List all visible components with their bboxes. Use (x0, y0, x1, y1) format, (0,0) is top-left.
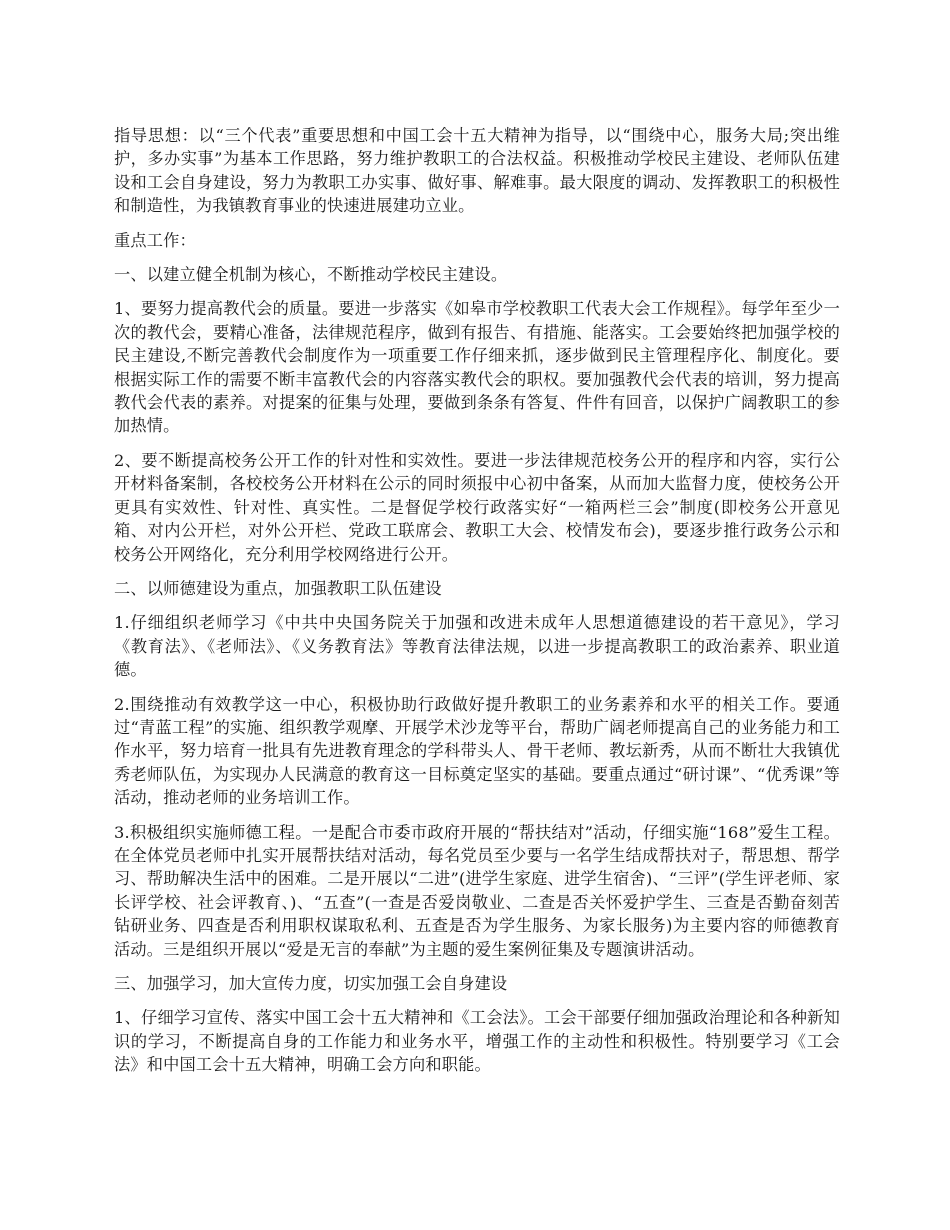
guiding-ideology-paragraph: 指导思想：以“三个代表”重要思想和中国工会十五大精神为指导，以“围绕中心，服务大局;突出维护，多办实事”为基本工作思路，努力维护教职工的合法权益。积极推动学校民主建设、老师队伍建设和工会自身建设，努力为教职工办实事、做好事、解难事。最大限度的调动、发挥教职工的积极性和制造性，为我镇教育事业的快速进展建功立业。 (114, 126, 840, 216)
section-two-item-2: 2.围绕推动有效教学这一中心，积极协助行政做好提升教职工的业务素养和水平的相关工作。要通过“青蓝工程”的实施、组织教学观摩、开展学术沙龙等平台，帮助广阔老师提高自己的业务能力和工作水平，努力培育一批具有先进教育理念的学科带头人、骨干老师、教坛新秀，从而不断壮大我镇优秀老师队伍，为实现办人民满意的教育这一目标奠定坚实的基础。要重点通过“研讨课”、“优秀课”等活动，推动老师的业务培训工作。 (114, 694, 840, 808)
section-one-item-1: 1、要努力提高教代会的质量。要进一步落实《如皋市学校教职工代表大会工作规程》。每学年至少一次的教代会，要精心准备，法律规范程序，做到有报告、有措施、能落实。工会要始终把加强学校的民主建设,不断完善教代会制度作为一项重要工作仔细来抓，逐步做到民主管理程序化、制度化。要根据实际工作的需要不断丰富教代会的内容落实教代会的职权。要加强教代会代表的培训，努力提高教代会代表的素养。对提案的征集与处理，要做到条条有答复、件件有回音，以保护广阔教职工的参加热情。 (114, 299, 840, 436)
section-two-item-3: 3.积极组织实施师德工程。一是配合市委市政府开展的“帮扶结对”活动，仔细实施“168”爱生工程。在全体党员老师中扎实开展帮扶结对活动，每名党员至少要与一名学生结成帮扶对子，帮思想、帮学习、帮助解决生活中的困难。二是开展以“二进”(进学生家庭、进学生宿舍)、“三评”(学生评老师、家长评学校、社会评教育、)、“五查”(一查是否爱岗敬业、二查是否关怀爱护学生、三查是否勤奋刻苦钻研业务、四查是否利用职权谋取私利、五查是否为学生服务、为家长服务)为主要内容的师德教育活动。三是组织开展以“爱是无言的奉献”为主题的爱生案例征集及专题演讲活动。 (114, 822, 840, 959)
key-work-heading: 重点工作： (114, 230, 196, 250)
section-two-item-1: 1.仔细组织老师学习《中共中央国务院关于加强和改进未成年人思想道德建设的若干意见》，学习《教育法》、《老师法》、《义务教育法》等教育法律法规，以进一步提高教职工的政治素养、职业道德。 (114, 613, 840, 680)
section-one-heading: 一、以建立健全机制为核心，不断推动学校民主建设。 (114, 265, 508, 285)
section-one-item-2: 2、要不断提高校务公开工作的针对性和实效性。要进一步法律规范校务公开的程序和内容，实行公开材料备案制，各校校务公开材料在公示的同时须报中心初中备案，从而加大监督力度，使校务公开更具有实效性、针对性、真实性。二是督促学校行政落实好“一箱两栏三会”制度(即校务公开意见箱、对内公开栏，对外公开栏、党政工联席会、教职工大会、校情发布会)，要逐步推行政务公示和校务公开网络化，充分利用学校网络进行公开。 (114, 450, 840, 564)
section-three-heading: 三、加强学习，加大宣传力度，切实加强工会自身建设 (114, 974, 508, 993)
section-two-heading: 二、以师德建设为重点，加强教职工队伍建设 (114, 578, 442, 598)
document-page (114, 124, 840, 1088)
section-three-item-1: 1、仔细学习宣传、落实中国工会十五大精神和《工会法》。工会干部要仔细加强政治理论和各种新知识的学习，不断提高自身的工作能力和业务水平，增强工作的主动性和积极性。特别要学习《工会法》和中国工会十五大精神，明确工会方向和职能。 (114, 1008, 840, 1075)
